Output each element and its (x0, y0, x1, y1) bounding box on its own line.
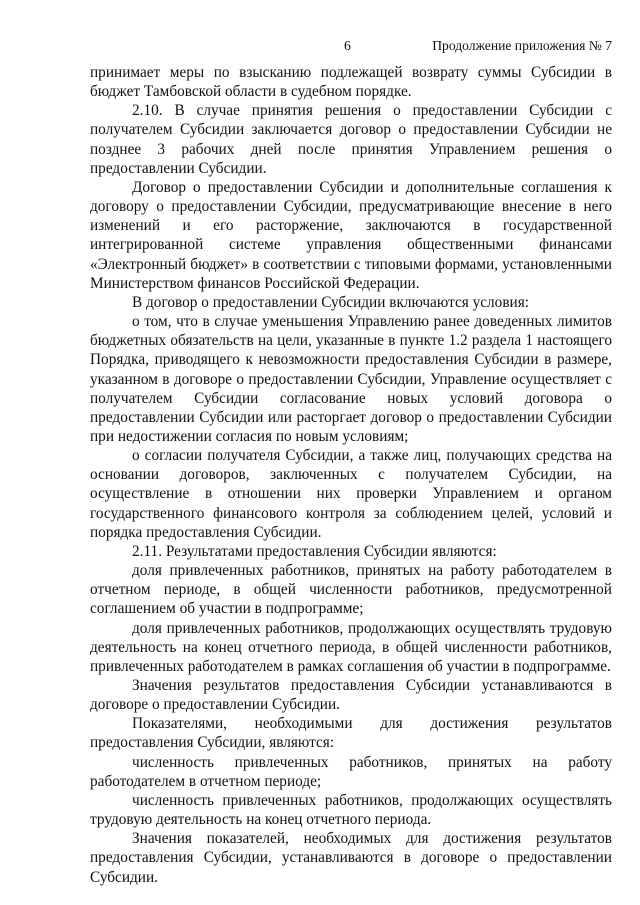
paragraph: принимает меры по взысканию подлежащей возврату суммы Субсидии в бюджет Тамбовской области в судебном порядке. (90, 64, 612, 101)
paragraph: о согласии получателя Субсидии, а также лиц, получающих средства на основании договоров, заключенных с получателем Субсидии, на осуществление в отношении них проверки Управлением и органом государственного финансового контроля за соблюдением целей, условий и порядка предоставления Субсидии. (90, 447, 612, 541)
paragraph: Договор о предоставлении Субсидии и дополнительные соглашения к договору о предоставлении Субсидии, предусматривающие внесение в него изменений и его расторжение, заключаются в государственной интегрированной системе управления общественными финансами «Электронный бюджет» в соответствии с типовыми формами, установленными Министерством финансов Российской Федерации. (90, 178, 612, 292)
paragraph: 2.10. В случае принятия решения о предоставлении Субсидии с получателем Субсидии заключается договор о предоставлении Субсидии не позднее 3 рабочих дней после принятия Управлением решения о предоставлении Субсидии. (90, 102, 612, 177)
appendix-continuation-label: Продолжение приложения № 7 (432, 38, 612, 53)
paragraph: о том, что в случае уменьшения Управлению ранее доведенных лимитов бюджетных обязательств на цели, указанные в пункте 1.2 раздела 1 настоящего Порядка, приводящего к невозможности предоставления Субсидии в размере, указанном в договоре о предоставлении Субсидии, Управление осуществляет с получателем Субсидии согласование новых условий договора о предоставлении Субсидии или расторгает договор о предоставлении Субсидии при недостижении согласия по новым условиям; (90, 313, 612, 445)
paragraph: 2.11. Результатами предоставления Субсидии являются: (132, 542, 497, 560)
paragraph: Показателями, необходимыми для достижения результатов предоставления Субсидии, являются: (90, 715, 612, 752)
paragraph: доля привлеченных работников, принятых на работу работодателем в отчетном периоде, в общей численности работников, предусмотренной соглашением об участии в подпрограмме; (90, 562, 612, 618)
document-body (90, 63, 612, 887)
paragraph: Значения показателей, необходимых для достижения результатов предоставления Субсидии, устанавливаются в договоре о предоставлении Субсидии. (90, 830, 612, 886)
paragraph: численность привлеченных работников, продолжающих осуществлять трудовую деятельность на конец отчетного периода. (90, 791, 612, 829)
paragraph: Значения результатов предоставления Субсидии устанавливаются в договоре о предоставлении Субсидии. (90, 677, 612, 714)
page-number: 6 (344, 38, 351, 53)
paragraph: доля привлеченных работников, продолжающих осуществлять трудовую деятельность на конец отчетного периода, в общей численности работников, привлеченных работодателем в рамках соглашения об участии в подпрограмме. (90, 619, 612, 675)
page-header (90, 38, 612, 58)
paragraph: В договор о предоставлении Субсидии включаются условия: (132, 293, 530, 311)
paragraph: численность привлеченных работников, принятых на работу работодателем в отчетном периоде; (90, 753, 612, 790)
